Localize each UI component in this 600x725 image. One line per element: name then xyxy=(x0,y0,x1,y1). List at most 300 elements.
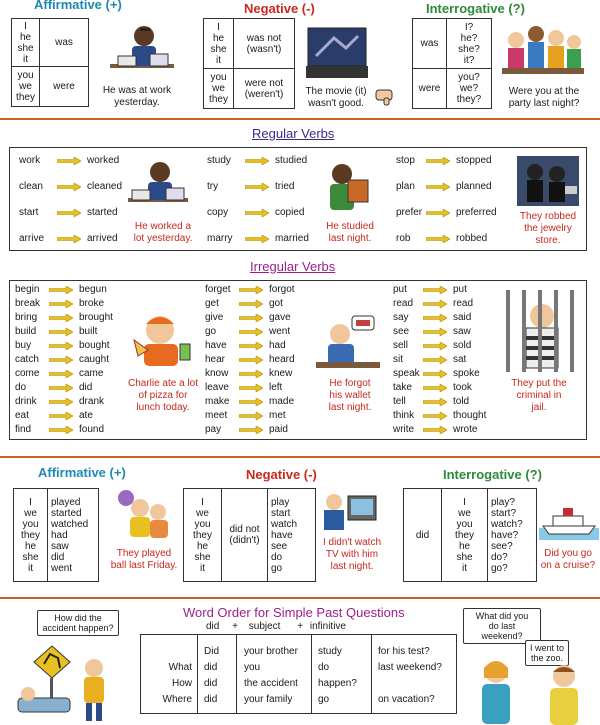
list-line: store. xyxy=(535,235,561,246)
verb-pair xyxy=(205,340,286,352)
caption-movie-not-good xyxy=(296,86,376,110)
list-line: I xyxy=(201,496,204,508)
list-line: (wasn't) xyxy=(246,43,282,55)
past-verb: took xyxy=(453,382,472,393)
list-line: wasn't good. xyxy=(308,98,364,109)
list-line: she xyxy=(22,551,39,563)
base-verb: speak xyxy=(393,368,420,379)
caption-studied-last-night xyxy=(312,221,388,245)
arrow-right-icon xyxy=(239,300,263,307)
list-line: his wallet xyxy=(329,390,371,401)
list-line: of pizza for xyxy=(138,390,188,401)
man-at-work-illustration xyxy=(110,20,174,82)
verb-pair xyxy=(15,340,110,352)
list-line: I xyxy=(29,496,32,508)
list-line: go xyxy=(318,694,330,705)
verb-pair xyxy=(393,424,477,436)
list-line: play? xyxy=(491,496,515,508)
list-line: Where xyxy=(162,694,192,705)
word-order-title: Word Order for Simple Past Questions xyxy=(183,605,405,620)
list-line: see? xyxy=(491,540,513,552)
base-verb: study xyxy=(207,155,231,166)
list-line: He forgot xyxy=(329,378,371,389)
base-verb: take xyxy=(393,382,412,393)
base-verb: marry xyxy=(207,233,233,244)
past-verb: saw xyxy=(453,326,471,337)
past-verb: cleaned xyxy=(87,181,123,192)
past-negative-table xyxy=(183,488,316,582)
past-verb: spoke xyxy=(453,368,480,379)
list-line: she? xyxy=(458,43,480,55)
list-line: went xyxy=(51,562,73,574)
base-verb: find xyxy=(15,424,32,435)
party-people-illustration xyxy=(502,18,584,80)
list-line: was not xyxy=(246,32,282,44)
base-verb: leave xyxy=(205,382,229,393)
past-verb: put xyxy=(453,284,467,295)
base-verb: rob xyxy=(396,233,411,244)
base-verb: bring xyxy=(15,312,38,323)
past-verb: planned xyxy=(456,181,492,192)
list-line: we xyxy=(24,507,37,519)
past-verb: said xyxy=(453,312,472,323)
list-line: last night. xyxy=(330,561,374,572)
base-verb: make xyxy=(205,396,230,407)
verb-pair xyxy=(15,396,104,408)
base-verb: sit xyxy=(393,354,403,365)
past-verb: built xyxy=(79,326,98,337)
past-verb: paid xyxy=(269,424,288,435)
arrow-right-icon xyxy=(239,426,263,433)
verb-pair xyxy=(19,233,118,245)
list-line: do? xyxy=(491,551,508,563)
verb-pair xyxy=(396,233,487,245)
verb-pair xyxy=(393,410,486,422)
base-verb: clean xyxy=(19,181,43,192)
list-line: it xyxy=(216,54,221,66)
arrow-right-icon xyxy=(245,235,269,242)
aux-cell: did xyxy=(404,489,442,582)
list-line: it xyxy=(28,562,33,574)
man-forgot-wallet-illustration xyxy=(316,312,380,372)
caption-charlie-ate-pizza xyxy=(120,378,206,414)
past-verb: worked xyxy=(87,155,120,166)
base-verb: begin xyxy=(15,284,40,295)
arrow-right-icon xyxy=(49,314,73,321)
be-affirmative-table xyxy=(11,18,89,107)
pronoun-cell xyxy=(12,67,40,107)
negative-title: Negative (-) xyxy=(244,1,315,16)
arrow-right-icon xyxy=(245,157,269,164)
list-line: What did you xyxy=(475,611,529,621)
list-line: have? xyxy=(491,529,519,541)
list-line: Charlie ate a lot xyxy=(127,378,199,389)
list-line: They robbed xyxy=(519,211,577,222)
verb-cell: were xyxy=(40,67,89,107)
list-line: lot yesterday. xyxy=(133,233,193,244)
past-verb: did xyxy=(79,382,93,393)
arrow-right-icon xyxy=(49,342,73,349)
list-line: did xyxy=(51,551,65,563)
past-affirmative-title: Affirmative (+) xyxy=(38,465,126,480)
verb-pair xyxy=(205,284,295,296)
word-order-divider xyxy=(311,634,312,714)
two-friends-talking-illustration xyxy=(470,634,598,725)
list-line: you xyxy=(22,518,39,530)
verb-pair xyxy=(205,424,288,436)
list-line: I xyxy=(24,20,27,32)
list-line: (didn't) xyxy=(229,535,260,546)
verb-pair xyxy=(205,368,292,380)
verb-pair xyxy=(396,207,497,219)
past-verb: told xyxy=(453,396,470,407)
list-line: he xyxy=(212,32,225,44)
list-line: party last night? xyxy=(508,98,580,109)
list-line: I xyxy=(217,21,220,33)
arrow-right-icon xyxy=(423,384,447,391)
past-verb: made xyxy=(269,396,295,407)
base-verb: pay xyxy=(205,424,222,435)
caption-forgot-wallet xyxy=(312,378,388,414)
verb-pair xyxy=(396,155,492,167)
past-verb: tried xyxy=(275,181,295,192)
verb-pair xyxy=(15,326,97,338)
base-verb: give xyxy=(205,312,224,323)
formula-infinitive: infinitive xyxy=(309,621,346,632)
verb-cell xyxy=(234,69,295,109)
word-order-formula xyxy=(206,621,346,632)
pronoun-cell xyxy=(204,19,234,69)
arrow-right-icon xyxy=(49,384,73,391)
past-verb: went xyxy=(269,326,291,337)
section-divider xyxy=(0,456,600,458)
base-verb: tell xyxy=(393,396,406,407)
verb-pair xyxy=(205,326,290,338)
arrow-right-icon xyxy=(239,412,263,419)
caption-was-at-work xyxy=(92,85,182,109)
verb-column xyxy=(318,644,357,708)
base-verb: copy xyxy=(207,207,229,218)
arrow-right-icon xyxy=(239,314,263,321)
list-line: go? xyxy=(491,562,508,574)
list-line: go xyxy=(271,562,283,574)
list-line: we xyxy=(458,507,471,519)
pronoun-cell xyxy=(447,19,492,69)
verb-pair xyxy=(396,181,492,193)
verb-pair xyxy=(15,382,92,394)
list-line: did xyxy=(204,662,218,673)
verb-pair xyxy=(19,181,122,193)
list-line: How xyxy=(171,678,192,689)
list-line: did xyxy=(204,678,218,689)
formula-did: did xyxy=(206,621,220,632)
base-verb: buy xyxy=(15,340,32,351)
list-line: He studied xyxy=(326,221,374,232)
list-line: started xyxy=(51,507,82,519)
formula-plus: + xyxy=(232,621,238,632)
formula-subject: subject xyxy=(248,621,281,632)
list-line: you xyxy=(194,518,211,530)
base-verb: arrive xyxy=(19,233,45,244)
kids-playing-ball-illustration xyxy=(112,488,174,544)
section-divider xyxy=(0,597,600,599)
robbers-illustration xyxy=(517,156,579,206)
arrow-right-icon xyxy=(423,356,447,363)
arrow-right-icon xyxy=(57,209,81,216)
list-line: yesterday. xyxy=(114,97,160,108)
list-line: we xyxy=(196,507,209,519)
verb-pair xyxy=(15,298,104,310)
pronoun-cell xyxy=(14,489,48,582)
list-line: lunch today. xyxy=(136,402,190,413)
list-line: the accident xyxy=(244,678,298,689)
caption-did-you-go-on-cruise xyxy=(536,548,600,572)
base-verb: catch xyxy=(15,354,39,365)
past-verb: broke xyxy=(79,298,105,309)
verb-pair xyxy=(15,354,109,366)
verb-cell: was xyxy=(413,19,447,69)
verb-pair xyxy=(15,410,93,422)
verb-cell xyxy=(268,489,316,582)
list-line: they xyxy=(209,94,228,105)
past-verb: arrived xyxy=(87,233,118,244)
arrow-right-icon xyxy=(49,412,73,419)
arrow-right-icon xyxy=(239,328,263,335)
list-line: Did you go xyxy=(544,548,592,559)
list-line: How did the xyxy=(54,613,102,623)
list-line: it? xyxy=(463,54,475,66)
list-line: did not xyxy=(229,524,260,535)
verb-pair xyxy=(393,340,471,352)
base-verb: see xyxy=(393,326,410,337)
verb-cell xyxy=(488,489,537,582)
list-line: were not xyxy=(244,77,284,89)
base-verb: plan xyxy=(396,181,415,192)
verb-cell xyxy=(48,489,99,582)
verb-pair xyxy=(205,382,282,394)
list-line: last night. xyxy=(328,402,372,413)
regular-verbs-title: Regular Verbs xyxy=(252,126,335,141)
formula-plus: + xyxy=(297,621,304,632)
verb-pair xyxy=(207,155,307,167)
list-line: did xyxy=(204,694,218,705)
list-line: your family xyxy=(244,694,293,705)
past-verb: ate xyxy=(79,410,93,421)
list-line: she xyxy=(194,551,211,563)
arrow-right-icon xyxy=(426,183,450,190)
verb-pair xyxy=(393,368,480,380)
verb-pair xyxy=(19,207,118,219)
past-verb: thought xyxy=(453,410,487,421)
list-line: you xyxy=(456,518,473,530)
caption-robbed-jewelry-store xyxy=(510,211,586,247)
man-working-illustration xyxy=(128,158,188,214)
arrow-right-icon xyxy=(49,300,73,307)
movie-screen-illustration xyxy=(306,26,368,78)
arrow-right-icon xyxy=(57,235,81,242)
list-line: watched xyxy=(51,518,89,530)
list-line: last weekend? xyxy=(378,662,442,673)
base-verb: work xyxy=(19,155,41,166)
list-line: criminal in xyxy=(516,390,562,401)
past-verb: got xyxy=(269,298,283,309)
list-line: you xyxy=(244,662,261,673)
arrow-right-icon xyxy=(239,398,263,405)
list-line: it xyxy=(23,53,28,65)
arrow-right-icon xyxy=(423,370,447,377)
list-line: do last weekend? xyxy=(481,621,523,641)
affirmative-title: Affirmative (+) xyxy=(34,0,122,12)
arrow-right-icon xyxy=(426,235,450,242)
past-verb: bought xyxy=(79,340,110,351)
base-verb: stop xyxy=(396,155,415,166)
verb-cell xyxy=(234,19,295,69)
past-verb: copied xyxy=(275,207,305,218)
arrow-right-icon xyxy=(239,286,263,293)
list-line: he? xyxy=(460,32,478,44)
arrow-right-icon xyxy=(245,209,269,216)
be-interrogative-table xyxy=(412,18,492,109)
arrow-right-icon xyxy=(239,384,263,391)
past-affirmative-table xyxy=(13,488,99,582)
list-line: I xyxy=(463,496,466,508)
did-column xyxy=(204,644,219,708)
verb-pair xyxy=(393,284,467,296)
list-line: they xyxy=(21,529,40,541)
list-line: he xyxy=(19,31,32,43)
list-line: jail. xyxy=(531,402,547,413)
verb-pair xyxy=(207,233,309,245)
list-line: I went to xyxy=(529,643,565,653)
criminal-in-jail-illustration xyxy=(498,290,582,372)
verb-pair xyxy=(205,312,291,324)
arrow-right-icon xyxy=(423,398,447,405)
list-line: they xyxy=(455,529,474,541)
past-verb: left xyxy=(269,382,283,393)
pronoun-cell xyxy=(447,69,492,109)
list-line: He was at work xyxy=(102,85,172,96)
arrow-right-icon xyxy=(49,370,73,377)
past-verb: sold xyxy=(453,340,472,351)
list-line: you? xyxy=(458,72,480,83)
arrow-right-icon xyxy=(423,314,447,321)
base-verb: start xyxy=(19,207,39,218)
caption-put-criminal-in-jail xyxy=(500,378,578,414)
past-negative-title: Negative (-) xyxy=(246,467,317,482)
list-line: watch? xyxy=(491,518,523,530)
past-verb: stopped xyxy=(456,155,492,166)
past-verb: came xyxy=(79,368,104,379)
list-line: saw xyxy=(51,540,69,552)
past-verb: found xyxy=(79,424,105,435)
past-verb: heard xyxy=(269,354,295,365)
base-verb: try xyxy=(207,181,219,192)
word-order-divider xyxy=(371,634,372,714)
list-line: the zoo. xyxy=(530,653,564,663)
arrow-right-icon xyxy=(423,342,447,349)
list-line: have xyxy=(271,529,293,541)
arrow-right-icon xyxy=(423,328,447,335)
verb-pair xyxy=(393,326,471,338)
past-interrogative-table xyxy=(403,488,537,582)
base-verb: prefer xyxy=(396,207,423,218)
past-verb: sat xyxy=(453,354,467,365)
base-verb: drink xyxy=(15,396,37,407)
interrogative-title: Interrogative (?) xyxy=(426,1,525,16)
base-verb: go xyxy=(205,326,217,337)
arrow-right-icon xyxy=(423,300,447,307)
list-line: your brother xyxy=(244,646,298,657)
list-line: play xyxy=(271,496,290,508)
section-divider xyxy=(0,118,600,120)
list-line: we xyxy=(212,83,225,94)
list-line: you xyxy=(17,70,34,81)
list-line: They put the xyxy=(511,378,567,389)
base-verb: forget xyxy=(205,284,231,295)
verb-pair xyxy=(205,354,295,366)
pronoun-cell xyxy=(12,19,40,67)
verb-pair xyxy=(393,312,471,324)
pronoun-cell xyxy=(442,489,488,582)
past-interrogative-title: Interrogative (?) xyxy=(443,467,542,482)
list-line: had xyxy=(51,529,68,541)
arrow-right-icon xyxy=(423,412,447,419)
verb-pair xyxy=(393,382,472,394)
arrow-right-icon xyxy=(423,286,447,293)
list-line: they xyxy=(16,92,35,103)
past-verb: forgot xyxy=(269,284,295,295)
past-verb: knew xyxy=(269,368,293,379)
verb-pair xyxy=(207,181,294,193)
list-line: for his test? xyxy=(378,646,430,657)
verb-pair xyxy=(393,354,466,366)
caption-worked-a-lot xyxy=(118,221,208,245)
base-verb: get xyxy=(205,298,219,309)
arrow-right-icon xyxy=(239,342,263,349)
arrow-right-icon xyxy=(49,356,73,363)
thumbs-down-icon xyxy=(374,88,398,106)
past-verb: wrote xyxy=(453,424,478,435)
verb-pair xyxy=(15,312,113,324)
arrow-right-icon xyxy=(49,328,73,335)
list-line: TV with him xyxy=(325,549,379,560)
speech-bubble-accident xyxy=(37,610,119,636)
base-verb: hear xyxy=(205,354,226,365)
past-verb: had xyxy=(269,340,286,351)
list-line: they xyxy=(193,529,212,541)
list-line: start? xyxy=(491,507,517,519)
base-verb: eat xyxy=(15,410,29,421)
list-line xyxy=(146,644,192,660)
list-line: we? xyxy=(459,83,479,94)
list-line: last night. xyxy=(328,233,372,244)
word-order-divider xyxy=(197,634,198,714)
verb-pair xyxy=(205,410,286,422)
arrow-right-icon xyxy=(49,398,73,405)
subject-column xyxy=(244,644,298,708)
list-line: you xyxy=(210,72,227,83)
base-verb: meet xyxy=(205,410,228,421)
verb-pair xyxy=(393,298,473,310)
base-verb: do xyxy=(15,382,27,393)
base-verb: come xyxy=(15,368,40,379)
charlie-eating-pizza-illustration xyxy=(130,310,196,370)
past-verb: brought xyxy=(79,312,113,323)
pronoun-cell xyxy=(204,69,234,109)
verb-cell: were xyxy=(413,69,447,109)
arrow-right-icon xyxy=(239,370,263,377)
base-verb: build xyxy=(15,326,37,337)
